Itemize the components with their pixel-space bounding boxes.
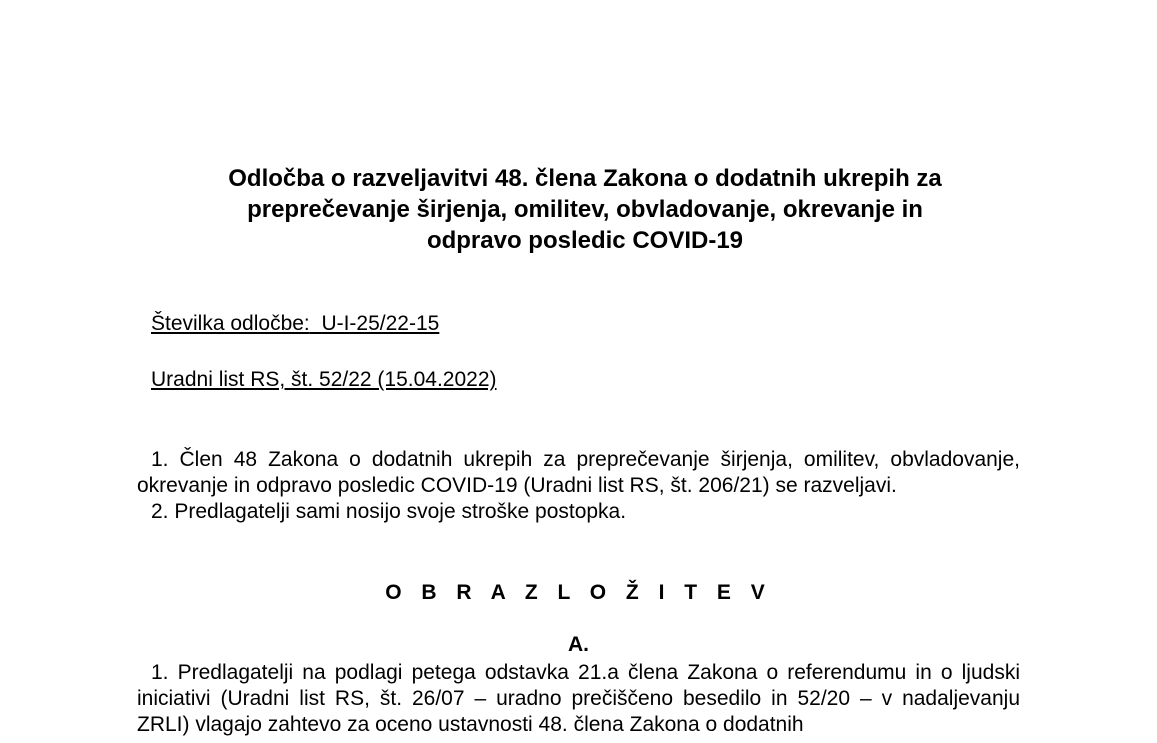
decision-number-label: Številka odločbe:	[151, 312, 310, 335]
title-line-3: odpravo posledic COVID-19	[426, 227, 744, 254]
title-line-2: preprečevanje širjenja, omilitev, obvladovanje, okrevanje in	[247, 196, 923, 223]
decision-number	[151, 311, 439, 337]
reasoning-paragraph-1: 1. Predlagatelji na podlagi petega odstavka 21.a člena Zakona o referendumu in o ljudski iniciativi (Uradni list RS, št. 26/07 – uradno prečiščeno besedilo in 52/20 – v nadaljevanju ZRLI) vlagajo zahtevo za oceno ustavnosti 48. člena Zakona o dodatnih	[137, 661, 1020, 736]
gazette-reference	[151, 367, 497, 393]
document-title	[150, 163, 1020, 256]
reasoning-heading: O B R A Z L O Ž I T E V	[385, 581, 772, 604]
reasoning-body	[137, 660, 1020, 738]
decision-item-1: 1. Člen 48 Zakona o dodatnih ukrepih za preprečevanje širjenja, omilitev, obvladovanje, okrevanje in odpravo posledic COVID-19 (Uradni list RS, št. 206/21) se razveljavi.	[137, 448, 1020, 497]
title-line-1: Odločba o razveljavitvi 48. člena Zakona o dodatnih ukrepih za	[228, 165, 942, 192]
decision-number-value: U-I-25/22-15	[321, 312, 440, 335]
decision-operative-part	[137, 447, 1020, 525]
gazette-text: Uradni list RS, št. 52/22 (15.04.2022)	[151, 368, 497, 391]
decision-item-2: 2. Predlagatelji sami nosijo svoje stroške postopka.	[151, 500, 627, 523]
section-heading-a: A.	[568, 633, 589, 656]
